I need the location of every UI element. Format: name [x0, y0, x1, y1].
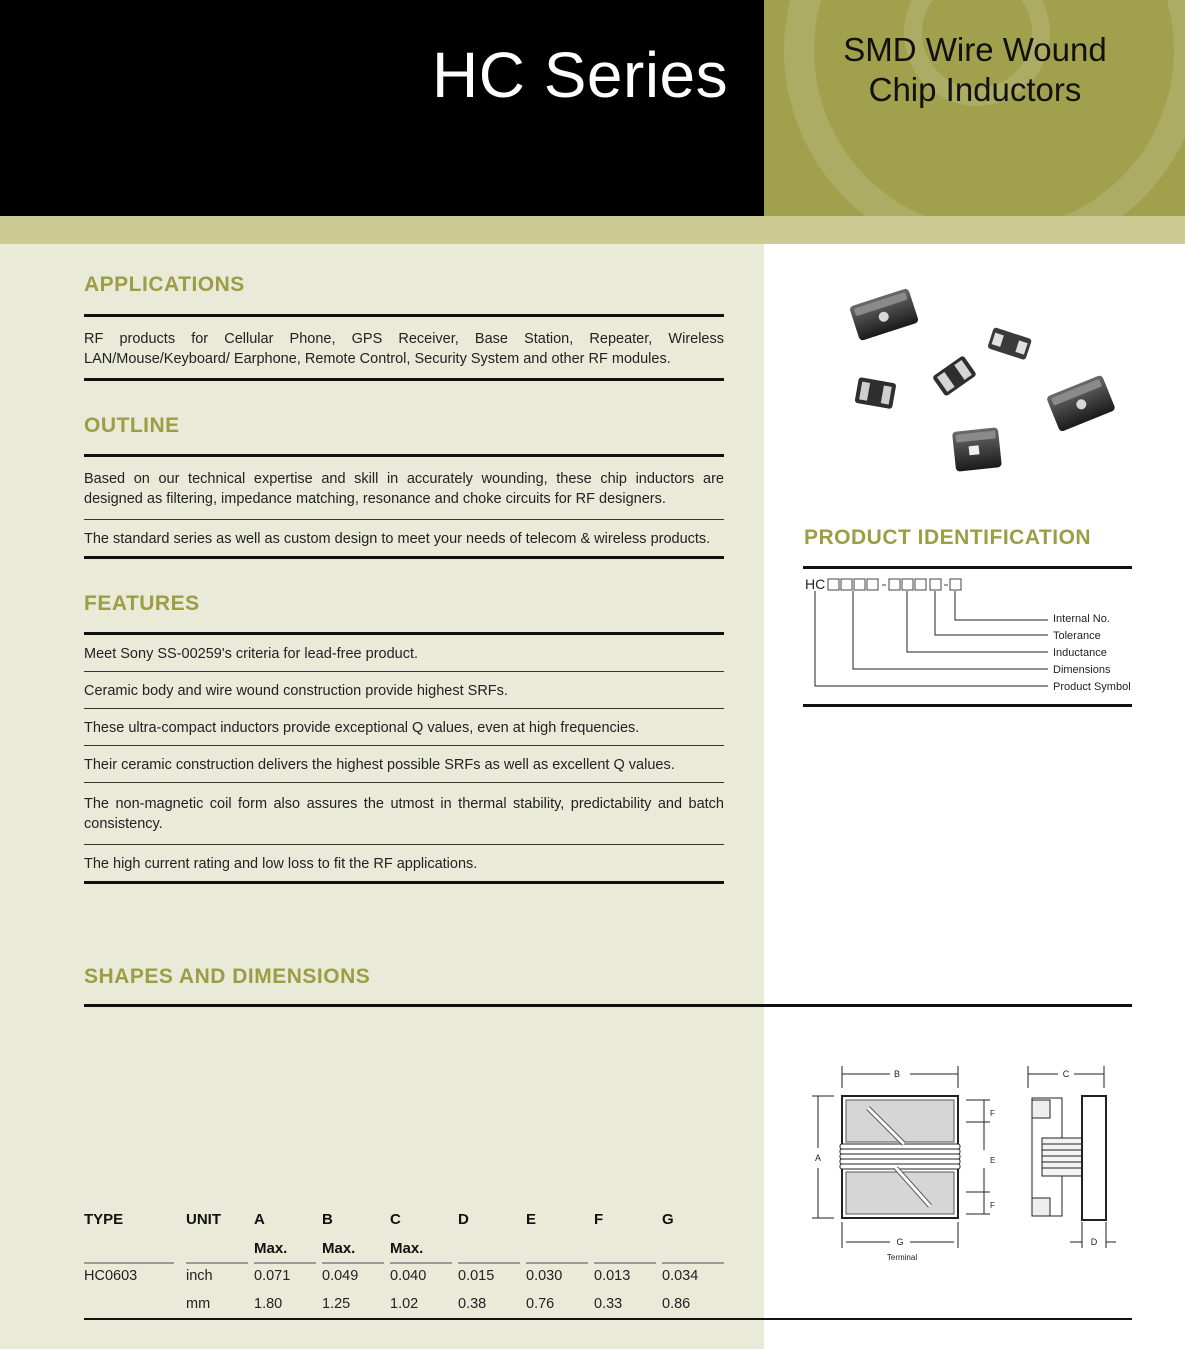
table-subheader-c: Max.: [390, 1240, 424, 1257]
cell-type: HC0603: [84, 1268, 138, 1284]
column-underline: [322, 1262, 384, 1264]
pid-label-inductance: Inductance: [1053, 647, 1107, 659]
table-header-a: A: [254, 1211, 265, 1228]
shapes-dimensions-heading: SHAPES AND DIMENSIONS: [84, 965, 371, 988]
table-subheader-b: Max.: [322, 1240, 356, 1257]
feature-item: The high current rating and low loss to fit the RF applications.: [84, 856, 478, 872]
dim-label-c: C: [1062, 1069, 1070, 1079]
cell-a: 0.071: [254, 1268, 291, 1284]
inductor-chip-small-center: [932, 355, 977, 396]
cell-unit: mm: [186, 1296, 211, 1312]
cell-d: 0.015: [458, 1268, 495, 1284]
cell-unit: inch: [186, 1268, 213, 1284]
pid-label-internal-no: Internal No.: [1053, 613, 1110, 625]
cell-e: 0.76: [526, 1296, 555, 1312]
table-header-type: TYPE: [84, 1211, 124, 1228]
divider: [803, 566, 1132, 569]
table-header-b: B: [322, 1211, 333, 1228]
divider: [803, 704, 1132, 707]
cell-c: 0.040: [390, 1268, 427, 1284]
column-underline: [254, 1262, 316, 1264]
inductor-chip-bottom: [952, 427, 1002, 472]
table-header-c: C: [390, 1211, 401, 1228]
pid-label-dimensions: Dimensions: [1053, 664, 1111, 676]
divider: [84, 454, 724, 457]
column-underline: [390, 1262, 452, 1264]
feature-item: Their ceramic construction delivers the highest possible SRFs as well as excellent Q values.: [84, 757, 675, 773]
applications-heading: APPLICATIONS: [84, 273, 245, 296]
applications-text: RF products for Cellular Phone, GPS Receiver, Base Station, Repeater, Wireless LAN/Mouse/Keyboard/ Earphone, Remote Control, Security System and other RF modules.: [84, 331, 724, 367]
subtitle-line-1: SMD Wire Wound: [843, 31, 1107, 68]
page-title: HC Series: [432, 39, 729, 111]
table-header-e: E: [526, 1211, 537, 1228]
divider: [84, 881, 724, 884]
cell-d: 0.38: [458, 1296, 487, 1312]
column-underline: [458, 1262, 520, 1264]
cell-b: 0.049: [322, 1268, 359, 1284]
dim-label-d: D: [1090, 1237, 1098, 1247]
cell-f: 0.33: [594, 1296, 623, 1312]
outline-heading: OUTLINE: [84, 414, 180, 437]
inductor-chip-large-left: [849, 288, 919, 341]
dim-label-e: E: [990, 1156, 996, 1165]
table-header-f: F: [594, 1211, 604, 1228]
cell-g: 0.86: [662, 1296, 691, 1312]
feature-item: Meet Sony SS-00259's criteria for lead-free product.: [84, 646, 419, 662]
features-heading: FEATURES: [84, 592, 200, 615]
dim-label-a: A: [815, 1153, 822, 1163]
table-header-unit: UNIT: [186, 1211, 221, 1228]
table-header-d: D: [458, 1211, 469, 1228]
inductor-chip-small-right: [987, 327, 1032, 360]
header-band: [0, 216, 1185, 244]
inductor-chip-large-right: [1046, 375, 1116, 433]
divider: [84, 745, 724, 746]
cell-a: 1.80: [254, 1296, 283, 1312]
column-underline: [594, 1262, 656, 1264]
column-underline: [526, 1262, 588, 1264]
cell-b: 1.25: [322, 1296, 351, 1312]
table-subheader-a: Max.: [254, 1240, 288, 1257]
product-photo: [824, 282, 1124, 497]
dim-label-f-top: F: [990, 1109, 995, 1118]
pid-label-product-symbol: Product Symbol: [1053, 681, 1131, 693]
cell-g: 0.034: [662, 1268, 699, 1284]
cell-e: 0.030: [526, 1268, 563, 1284]
divider: [84, 1318, 1132, 1320]
divider: [84, 782, 724, 783]
product-identification-heading: PRODUCT IDENTIFICATION: [804, 526, 1092, 549]
dim-label-f-bottom: F: [990, 1201, 995, 1210]
table-header-g: G: [662, 1211, 674, 1228]
dim-label-b: B: [893, 1069, 901, 1079]
divider: [84, 708, 724, 709]
feature-item: The non-magnetic coil form also assures the utmost in thermal stability, predictability and batch consistency.: [84, 796, 724, 832]
divider: [84, 378, 724, 381]
part-number-code: HC: [805, 576, 826, 592]
outline-paragraph-2: The standard series as well as custom design to meet your needs of telecom & wireless products.: [84, 531, 711, 547]
column-underline: [662, 1262, 724, 1264]
cell-c: 1.02: [390, 1296, 419, 1312]
feature-item: Ceramic body and wire wound construction provide highest SRFs.: [84, 683, 508, 699]
column-underline: [186, 1262, 248, 1264]
page-subtitle: [790, 30, 1160, 110]
divider: [84, 519, 724, 520]
inductor-chip-small-left: [854, 377, 896, 409]
dim-label-g: G: [896, 1237, 904, 1247]
divider: [84, 632, 724, 635]
subtitle-line-2: Chip Inductors: [868, 71, 1082, 108]
divider: [84, 556, 724, 559]
divider: [84, 671, 724, 672]
divider: [84, 1004, 1132, 1007]
feature-item: These ultra-compact inductors provide exceptional Q values, even at high frequencies.: [84, 720, 640, 736]
divider: [84, 314, 724, 317]
column-underline: [84, 1262, 174, 1264]
outline-paragraph-1: Based on our technical expertise and skill in accurately wounding, these chip inductors are designed as filtering, impedance matching, resonance and choke circuits for RF designers.: [84, 471, 724, 507]
divider: [84, 844, 724, 845]
dim-label-terminal: Terminal: [886, 1253, 918, 1262]
dimension-drawing: [806, 1060, 1116, 1270]
pid-label-tolerance: Tolerance: [1053, 630, 1101, 642]
cell-f: 0.013: [594, 1268, 631, 1284]
